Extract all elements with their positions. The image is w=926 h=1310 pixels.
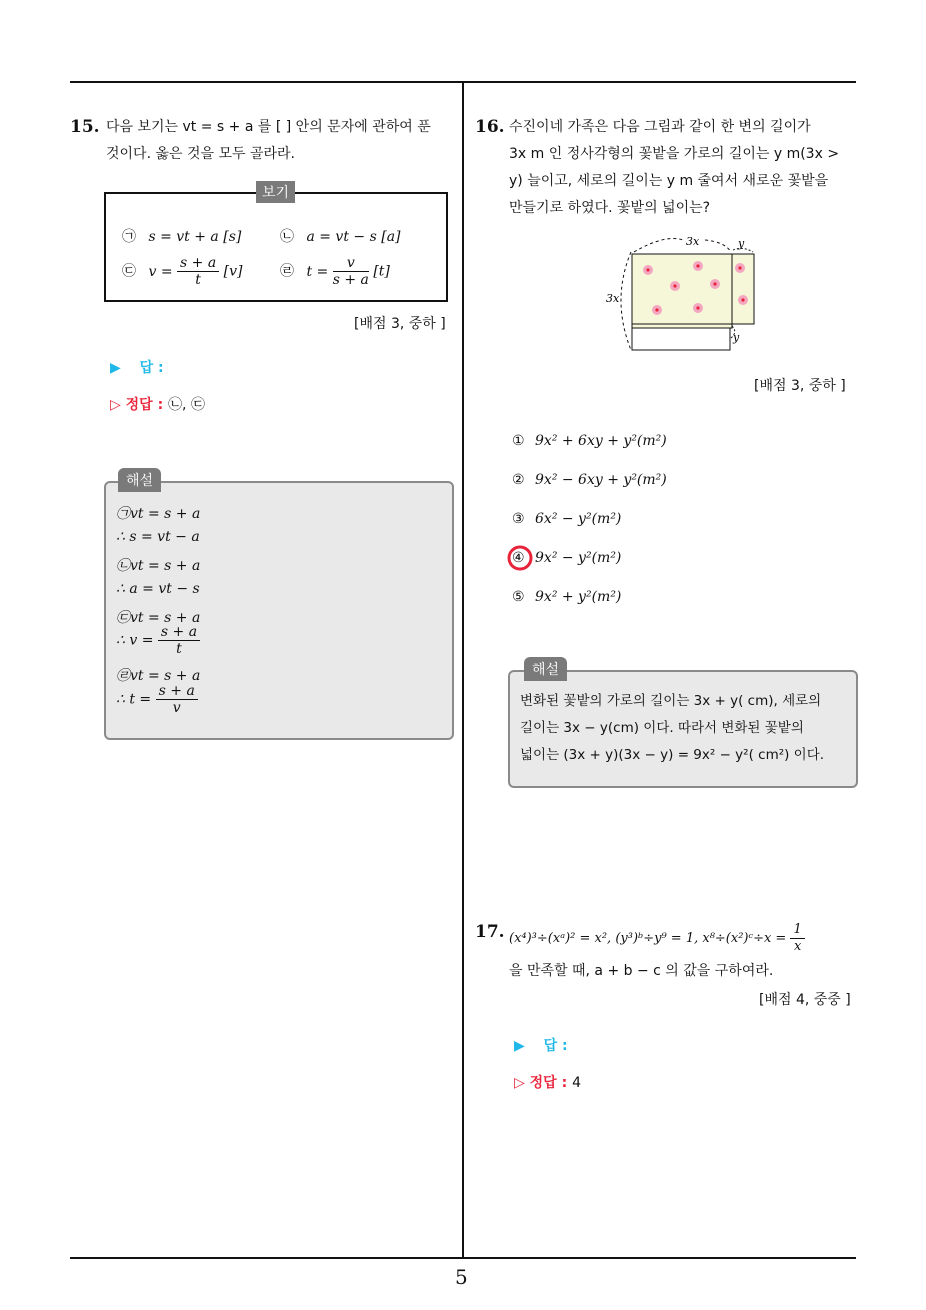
q17-answer-row[interactable]: [514, 1035, 568, 1055]
q16-number: 16.: [475, 117, 505, 137]
q15-sol-line6: [116, 624, 200, 657]
q15-text-line1: 다음 보기는 vt = s + a 를 [ ] 안의 문자에 관하여 푼: [106, 119, 431, 135]
q15-item-2-mark: ㉡: [280, 229, 294, 245]
q16-text-line1: 수진이네 가족은 다음 그림과 같이 한 변의 길이가: [509, 119, 811, 135]
q15-item-3-frac: [177, 255, 219, 288]
answer-arrow-icon: ▶: [110, 360, 121, 376]
answer-arrow-icon: ▶: [514, 1038, 525, 1054]
q16-choice-4-mark: ④: [512, 550, 525, 566]
q15-sol-line6-lhs: ∴ v =: [116, 632, 154, 649]
q16-choice-3-expr: 6x² − y²(m²): [535, 511, 622, 527]
garden-top-arc: [634, 239, 683, 253]
q15-item-4: [280, 255, 390, 288]
q15-sol-line8-num: s + a: [156, 683, 198, 700]
q15-correct-value: ㉡, ㉢: [168, 397, 205, 413]
q15-item-3-num: s + a: [177, 255, 219, 272]
q16-choice-3-mark: ③: [512, 511, 525, 527]
q17-line1: [509, 922, 805, 955]
q16-sol-line2: 길이는 3x − y(cm) 이다. 따라서 변화된 꽃밭의: [520, 720, 804, 736]
q15-item-1-mark: ㉠: [122, 229, 136, 245]
garden-left-arc: [621, 252, 631, 350]
q15-number: 15.: [70, 117, 100, 137]
q16-text-line2: 3x m 인 정사각형의 꽃밭을 가로의 길이는 y m(3x >: [509, 146, 840, 162]
q17-frac-num: 1: [790, 922, 804, 939]
correct-arrow-icon: ▷: [514, 1075, 525, 1091]
page-number: 5: [455, 1265, 468, 1289]
q15-sol-line6-den: t: [176, 641, 182, 657]
q15-answer-label: 답 :: [139, 360, 164, 376]
q16-choice-3[interactable]: [512, 511, 621, 527]
q16-choice-1-expr: 9x² + 6xy + y²(m²): [535, 433, 667, 449]
q15-item-1-expr: s = vt + a [s]: [148, 229, 242, 245]
q15-item-4-den: s + a: [332, 272, 369, 288]
q16-choice-2[interactable]: [512, 472, 667, 488]
q17-line1-frac: [790, 922, 804, 955]
q15-item-3-den: t: [195, 272, 201, 288]
q15-sol-line7: ㉣vt = s + a: [116, 668, 201, 684]
q15-sol-line4: ∴ a = vt − s: [116, 581, 200, 597]
q16-choice-4-expr: 9x² − y²(m²): [535, 550, 622, 566]
q16-garden-figure: [605, 230, 765, 360]
q15-sol-line3: ㉡vt = s + a: [116, 558, 201, 574]
q15-item-3: [122, 255, 242, 288]
q15-solution-tag: 해설: [118, 468, 161, 492]
q15-item-4-frac: [333, 255, 369, 288]
q15-sol-line6-num: s + a: [158, 624, 200, 641]
fig-top-label: 3x: [686, 235, 700, 248]
q15-sol-line2: ∴ s = vt − a: [116, 529, 200, 545]
fig-left-label: 3x: [606, 292, 620, 305]
q17-line1-expr: (x⁴)³÷(xᵃ)² = x², (y³)ᵇ÷y⁹ = 1, x⁸÷(x²)ᶜ÷x =: [509, 931, 787, 946]
q15-correct-label: 정답 :: [125, 397, 164, 413]
q17-correct-value: 4: [572, 1075, 581, 1091]
q15-bogi-label: 보기: [256, 181, 295, 203]
q15-sol-line1: ㉠vt = s + a: [116, 506, 201, 522]
q17-correct-row: [514, 1072, 581, 1092]
q15-item-3-tail: [v]: [223, 263, 243, 280]
q16-choice-5-expr: 9x² + y²(m²): [535, 589, 622, 605]
q16-choice-5-mark: ⑤: [512, 589, 525, 605]
fig-bottom-right-label: y: [733, 331, 740, 344]
q15-sol-line8-frac: [156, 683, 198, 716]
q16-text-line4: 만들기로 하였다. 꽃밭의 넓이는?: [509, 200, 711, 216]
bottom-rule: [70, 1257, 856, 1259]
q16-choice-1-mark: ①: [512, 433, 525, 449]
q15-item-2: [280, 226, 401, 246]
q16-text-line3: y) 늘이고, 세로의 길이는 y m 줄여서 새로운 꽃밭을: [509, 173, 829, 189]
q17-correct-label: 정답 :: [529, 1075, 568, 1091]
q16-sol-line1: 변화된 꽃밭의 가로의 길이는 3x + y( cm), 세로의: [520, 693, 822, 709]
q15-item-4-lhs: t =: [306, 263, 329, 280]
q15-item-4-tail: [t]: [373, 263, 390, 280]
q16-choice-2-mark: ②: [512, 472, 525, 488]
garden-removed-strip: [632, 328, 730, 350]
column-divider: [462, 82, 464, 1258]
fig-top-right-label: y: [738, 237, 745, 250]
q15-item-2-expr: a = vt − s [a]: [306, 229, 401, 245]
q16-choice-2-expr: 9x² − 6xy + y²(m²): [535, 472, 667, 488]
q15-answer-row[interactable]: [110, 357, 164, 377]
q15-correct-row: [110, 394, 205, 414]
q16-score: [배점 3, 중하 ]: [754, 378, 846, 394]
q15-item-4-mark: ㉣: [280, 263, 294, 280]
q15-sol-line8-lhs: ∴ t =: [116, 691, 152, 708]
q16-solution-tag: 해설: [524, 657, 567, 681]
q17-line2: 을 만족할 때, a + b − c 의 값을 구하여라.: [509, 963, 774, 979]
q15-text-line2: 것이다. 옳은 것을 모두 골라라.: [106, 146, 295, 162]
q17-answer-label: 답 :: [543, 1038, 568, 1054]
garden-top-arc-right: [705, 240, 731, 252]
garden-square: [632, 254, 732, 328]
q15-item-1: [122, 226, 241, 246]
q15-item-3-lhs: v =: [148, 263, 173, 280]
q15-score: [배점 3, 중하 ]: [354, 316, 446, 332]
q15-item-3-mark: ㉢: [122, 263, 136, 280]
q16-sol-line3: 넓이는 (3x + y)(3x − y) = 9x² − y²( cm²) 이다.: [520, 747, 825, 763]
q15-sol-line8: [116, 683, 198, 716]
q15-sol-line6-frac: [158, 624, 200, 657]
q15-item-4-num: v: [333, 255, 369, 272]
q16-choice-1[interactable]: [512, 433, 667, 449]
q16-choice-5[interactable]: [512, 589, 621, 605]
q15-sol-line8-den: v: [172, 700, 181, 716]
q15-sol-line5: ㉢vt = s + a: [116, 610, 201, 626]
q17-frac-den: x: [793, 939, 802, 954]
q17-number: 17.: [475, 922, 505, 942]
correct-choice-circle-icon: [506, 544, 534, 572]
q17-score: [배점 4, 중중 ]: [759, 992, 851, 1008]
correct-arrow-icon: ▷: [110, 397, 121, 413]
